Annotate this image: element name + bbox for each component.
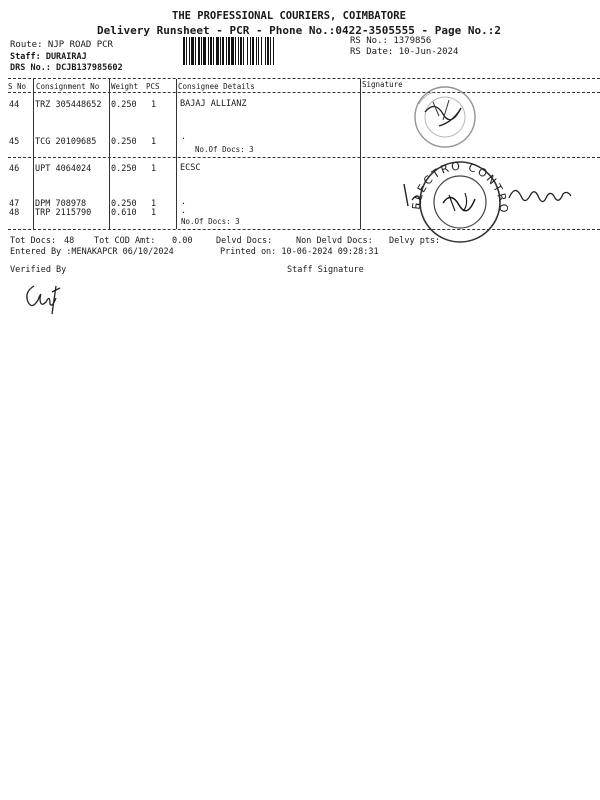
table-row-consignment: UPT 4064024 [35,164,92,174]
table-row-pcs: 1 [151,199,157,209]
tot-cod-value: 0.00 [172,236,193,246]
col-header-consignment: Consignment No [36,82,100,91]
table-row-consignee: BAJAJ ALLIANZ [180,99,247,109]
table-row-weight: 0.250 [111,100,137,110]
entered-by: Entered By :MENAKAPCR 06/10/2024 [10,247,174,257]
col-header-weight: Weight [111,82,139,91]
staff-label: Staff: DURAIRAJ [10,52,87,62]
col-header-pcs: PCS [146,82,160,91]
verifier-signature-icon [20,278,80,318]
col-divider-2 [109,79,110,229]
table-row-consignment: DPM 708978 [35,199,87,209]
table-row-consignee: ECSC [180,163,201,173]
table-row-pcs: 1 [151,100,157,110]
group1-docs-count: No.Of Docs: 3 [195,145,254,154]
col-divider-4 [360,79,361,229]
table-row-weight: 0.610 [111,208,137,218]
table-row-weight: 0.250 [111,199,137,209]
rs-number: RS No.: 1379856 [350,36,432,46]
printed-on: Printed on: 10-06-2024 09:28:31 [220,247,379,257]
rs-date: RS Date: 10-Jun-2024 [350,47,459,57]
table-row-sno: 48 [9,208,20,218]
tot-docs-value: 48 [64,236,75,246]
non-delvd-docs-label: Non Delvd Docs: [296,236,373,246]
stamp-text: ELECTRO CONTROLS [400,145,511,215]
table-row-pcs: 1 [151,208,157,218]
table-row-pcs: 1 [151,164,157,174]
col-header-consignee: Consignee Details [178,82,255,91]
verified-by-label: Verified By [10,265,67,275]
table-row-consignment: TCG 20109685 [35,137,97,147]
company-title: THE PROFESSIONAL COURIERS, COIMBATORE [172,10,406,22]
table-row-pcs: 1 [151,137,157,147]
table-row-consignment: TRZ 305448652 [35,100,102,110]
table-row-sno: 45 [9,137,20,147]
header-bottom-rule [8,92,600,93]
col-header-signature: Signature [362,80,403,89]
table-row-weight: 0.250 [111,137,137,147]
stamp-seal-icon [405,82,485,152]
col-divider-1 [33,79,34,229]
col-divider-3 [176,79,177,229]
table-row-consignee: . [181,132,187,142]
delvd-docs-label: Delvd Docs: [216,236,273,246]
barcode [183,37,343,65]
table-row-sno: 44 [9,100,20,110]
pen-mark-icon [400,180,430,210]
group2-docs-count: No.Of Docs: 3 [181,217,240,226]
tot-cod-label: Tot COD Amt: [94,236,156,246]
table-top-rule [8,78,600,79]
table-row-consignee: . [181,197,187,207]
drs-number: DRS No.: DCJB137985602 [10,63,123,73]
table-row-consignment: TRP 2115790 [35,208,92,218]
delvy-pts-label: Delvy pts: [389,236,441,246]
handwritten-signature-icon [505,180,575,210]
tot-docs-label: Tot Docs: [10,236,57,246]
runsheet-subtitle: Delivery Runsheet - PCR - Phone No.:0422-3505555 - Page No.:2 [97,24,501,37]
route-label: Route: NJP ROAD PCR [10,40,113,50]
col-header-sno: S No [8,82,27,91]
table-row-weight: 0.250 [111,164,137,174]
table-row-sno: 47 [9,199,20,209]
table-row-consignee: . [181,206,187,216]
staff-signature-label: Staff Signature [287,265,364,275]
table-row-sno: 46 [9,164,20,174]
